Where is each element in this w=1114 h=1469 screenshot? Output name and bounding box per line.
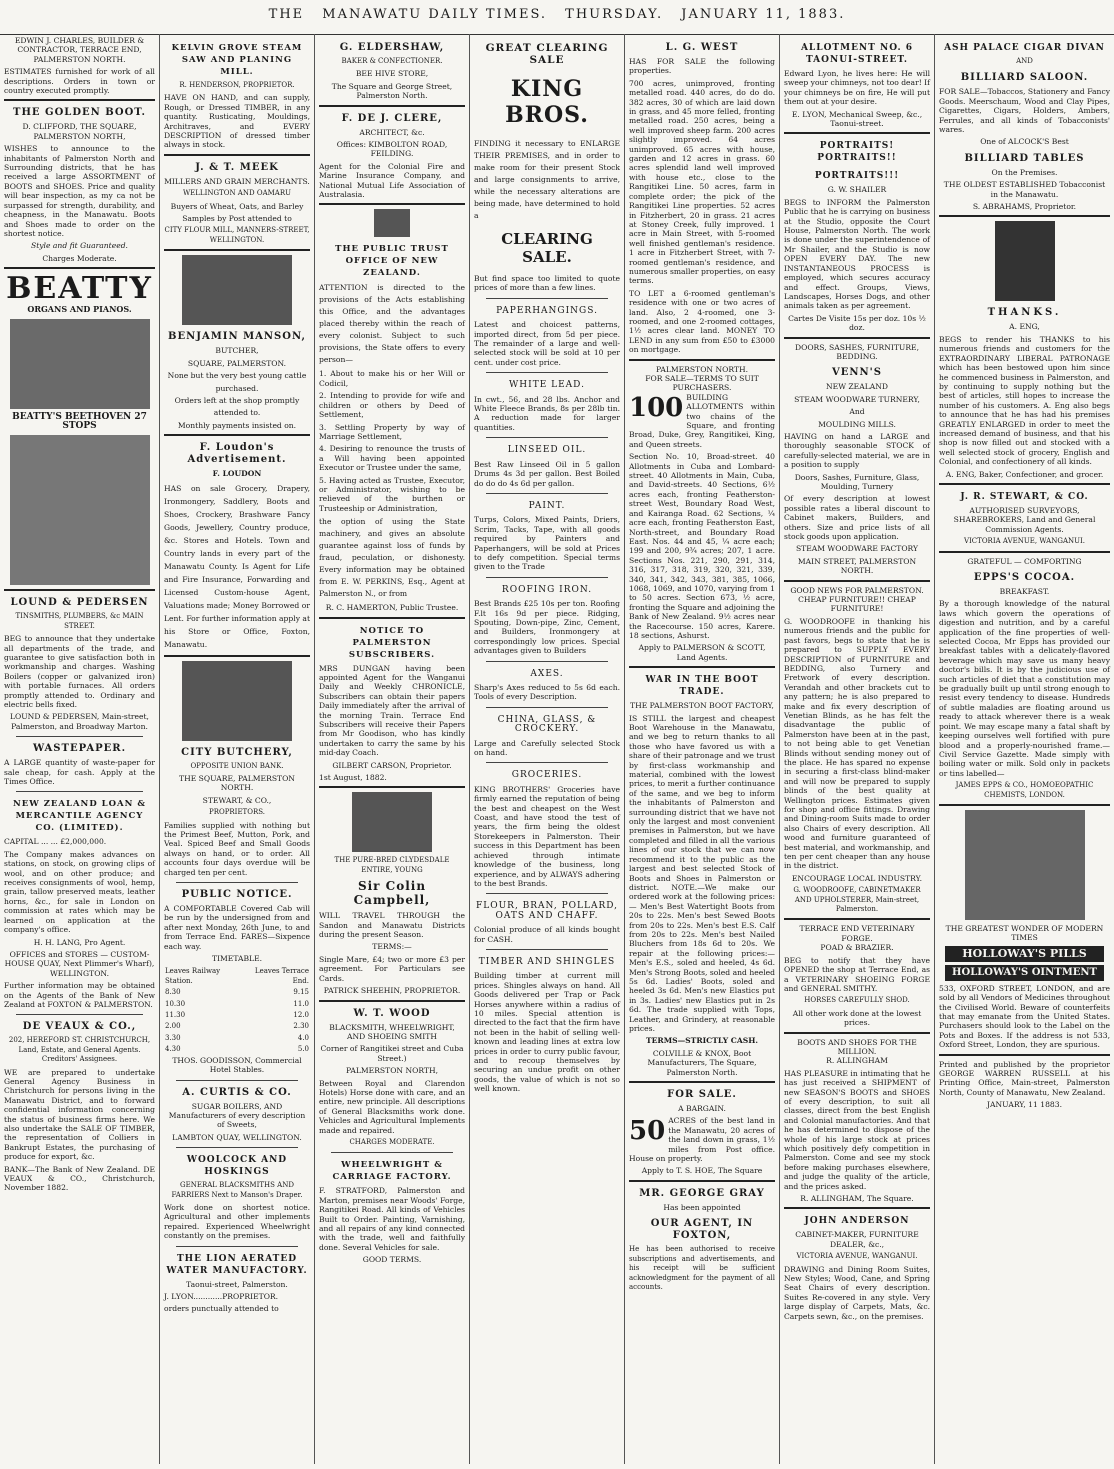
table-row [164, 1033, 310, 1044]
ad-holloway-ointment: HOLLOWAY'S OINTMENT [945, 965, 1104, 981]
ad-for-sale-apply: Apply to T. S. HOE, The Square [641, 1166, 763, 1176]
ad-city-butchery-location: THE SQUARE, PALMERSTON NORTH. [179, 773, 295, 793]
beatty-organ-title: BEATTY'S BEETHOVEN 27 STOPS [12, 411, 147, 431]
king-bros-flour: FLOUR, BRAN, POLLARD, OATS AND CHAFF. [475, 901, 618, 921]
ad-charles-heading: EDWIN J. CHARLES, BUILDER & CONTRACTOR, TERRACE END, PALMERSTON NORTH. [14, 36, 145, 64]
column-3 [315, 34, 470, 1464]
ad-lound-address: LOUND & PEDERSEN, Main-street, Palmerston, and Broadway Marton. [10, 712, 149, 731]
ad-boot-factory-body: IS STILL the largest and cheapest Boot Warehouse in the Manawatu, and we beg to return thanks to all those who have favored us with a share of their patronage and we trust by first-class workmanship and material, combined with the lowest prices, to merit a further continuance of the same, and we beg to inform the inhabitants of Palmerston and surrounding district that we have not only the largest and most convenient premises in Palmerston, but we have completed and filled in all the various lines of our stock that we can now recommend it to the public as the largest and best selected Stock of Boots and Shoes in Palmerston or district. NOTE.—We make our ordered work at the following prices:— Men's Best Watertight Boots from 20s to 22s. Men's best Sewed Boots from 20s to 22s. Men's best E.S. Calf from 20s to 22s. Men's best Nailed Bluchers from 18s 6d to 20s. We repair at the following prices:— Men's E.S., soled and heeled, 4s 6d. Men's Strong Boots, soled and heeled 5s 6d. Ladies' Boots, soled and heeled 3s 6d. Men's new Elastics put in 3s. Ladies' new Elastics put in 2s 6d. The trade supplied with Tops, Leather, and Grindery, at reasonable prices. [629, 713, 775, 1033]
ad-west-properties: 700 acres, unimproved, fronting metalled road. 440 acres, do do do. 382 acres, 30 of which are laid down in grass, and 45 more felled, fronting metalled road. 250 acres, being a well improved sheep farm. 200 acres slightly improved. 64 acres unimproved. 65 acres with house, garden and 12 acres in grass. 60 acres splendid land well improved with house etc., close to the Rangitikei Line. 50 acres, farm in complete order; the pick of the Rangitikei Line properties. 52 acres in Fitzherbert, 20 in grass. 21 acres at Stoney Creek, fully improved. 1 acre in Main Street, with 5-roomed well finished gentleman's residence. 1 acre in Fitzherbert Street, with 7-roomed gentleman's residence, and numerous smaller properties, on easy terms. [629, 78, 775, 286]
ad-meek-location: WELLINGTON AND OAMARU [182, 189, 292, 198]
ad-clere-heading: F. DE J. CLERE, [341, 112, 443, 124]
king-bros-paperhangings-body: Latest and choicest patterns, imported direct, from 5d per piece. The remainder of a large and well-selected stock will be sold at 10 per cent. under cost price. [474, 320, 620, 367]
ad-public-trust-item: 1. About to make his or her Will or Codicil, [319, 369, 465, 388]
ad-lion-heading: THE LION AERATED WATER MANUFACTORY. [166, 1253, 308, 1276]
timetable-cell: 2.00 [165, 1022, 181, 1031]
ad-lound-subtitle: TINSMITHS, PLUMBERS, &c MAIN STREET. [15, 612, 144, 630]
ad-nz-loan-agent: H. H. LANG, Pro Agent. [33, 937, 126, 947]
king-bros-paint-body: Turps, Colors, Mixed Paints, Driers, Scrim, Tacks, Tape, with all goods required by Painters and Paperhangers, will be sold at Prices to defy competition. Special terms given to the Trade [474, 515, 620, 572]
ad-stewart-heading: J. R. STEWART, & CO. [960, 491, 1089, 502]
ad-oldest: THE OLDEST ESTABLISHED Tobacconist in the Manawatu. [943, 180, 1106, 199]
wheat-sheaf-engraving [995, 221, 1055, 301]
ad-palmerston-sale-body: BUILDING ALLOTMENTS within two chains of the Square, and fronting Broad, Duke, Grey, Rangitikei, King, and Queen streets. [629, 392, 775, 449]
ad-allingham-name: R. ALLINGHAM [826, 1056, 888, 1066]
ad-veterinary-body: BEG to notify that they have OPENED the shop at Terrace End, as a VETERINARY SHOEING FORGE and GENERAL SMITHY. [784, 955, 930, 993]
imprint-date: JANUARY, 11 1883. [987, 1100, 1062, 1110]
ad-gray-heading: MR. GEORGE GRAY [639, 1187, 765, 1199]
ad-de-veaux-ref: BANK—The Bank of New Zealand. DE VEAUX & CO., Christchurch, November 1882. [4, 1164, 155, 1193]
timetable-cell: 11.30 [165, 1011, 186, 1020]
ad-venn-address: MAIN STREET, PALMERSTON NORTH. [797, 556, 917, 576]
ad-gray-body: He has been authorised to receive subscriptions and advertisements, and his receipt will be sufficient acknowledgment for the payment of all accounts. [629, 1245, 775, 1291]
ad-loudon-heading: F. Loudon's Advertisement. [187, 442, 287, 466]
ad-meek-samples: Samples by Post attended to [182, 214, 292, 224]
ad-wood-corner: Corner of Rangitikei street and Cuba Street.) [320, 1044, 464, 1063]
timetable-cell: 5.0 [297, 1045, 309, 1054]
ad-allingham-heading: BOOTS AND SHOES FOR THE MILLION. [797, 1037, 917, 1056]
king-bros-note: But find space too limited to quote prices of more than a few lines. [474, 274, 620, 293]
beatty-factory-engraving [10, 319, 150, 409]
king-bros-white-lead: WHITE LEAD. [509, 380, 585, 391]
ad-eng-name: A. ENG, [1009, 322, 1040, 332]
ad-shailer-body: BEGS to INFORM the Palmerston Public that he is carrying on business at the Studio, opposite the Court House, Palmerston North. The work is done under the superintendence of Mr Shailer, and the Studio is now OPEN EVERY DAY. The new INSTANTANEOUS PROCESS is employed, which secures accuracy and effect. Groups, Views, Landscapes, Horses Dogs, and other animals taken as per agreement. [784, 197, 930, 311]
timetable-cell: 11.0 [293, 999, 309, 1008]
ad-portraits-heading: PORTRAITS! PORTRAITS!! [817, 141, 897, 164]
ad-shailer-prices: Cartes De Visite 15s per doz. 10s ½ doz. [788, 313, 926, 333]
ad-city-butchery-opposite: OPPOSITE UNION BANK. [190, 761, 284, 770]
ad-manson-line5: Monthly payments insisted on. [177, 420, 297, 430]
king-bros-china-body: Large and Carefully selected Stock on hand. [474, 738, 620, 758]
ad-gray-appointed: Has been appointed [663, 1202, 741, 1212]
ad-epps-breakfast: BREAKFAST. [999, 587, 1050, 596]
ad-epps-tagline: GRATEFUL — COMFORTING [967, 556, 1082, 566]
column-4 [470, 34, 625, 1464]
ad-wood-heading: W. T. WOOD [353, 1007, 431, 1019]
ad-public-trust-item: 2. Intending to provide for wife and children or others by Deed of Settlement, [319, 391, 465, 420]
ad-lound-heading: LOUND & PEDERSEN [10, 597, 149, 609]
ad-notice-subscribers-body: MRS DUNGAN having been appointed Agent for the Wanganui Daily and Weekly CHRONICLE, Subscribers can obtain their papers Daily immediately after the arrival of the morning Train. Terrace End Subscribers will receive their Papers from Mr Goodison, who has kindly undertaken to carry the same by his mid-day Coach. [319, 663, 465, 758]
timetable-cell: 9.15 [293, 988, 309, 997]
ad-golden-boot-charges: Charges Moderate. [42, 253, 117, 263]
ad-manson-location: SQUARE, PALMERSTON. [187, 358, 287, 368]
cow-engraving [182, 661, 292, 741]
table-row [164, 987, 310, 998]
ad-public-trust-item: 4. Desiring to renounce the trusts of a Will having been appointed Executor or Trustee under the same, [319, 444, 465, 473]
ad-thanks-heading: THANKS. [987, 307, 1062, 319]
king-bros-white-lead-body: In cwt., 56, and 28 lbs. Anchor and White Fleece Brands, 8s per 28lb tin. A reduction made for larger quantities. [474, 394, 620, 432]
ad-manson-line1: None but the very best young cattle [167, 371, 307, 381]
ad-veterinary-heading: TERRACE END VETERINARY FORGE. [799, 924, 915, 943]
ad-woodroofe-encourage: ENCOURAGE LOCAL INDUSTRY. [791, 873, 923, 883]
ad-for-sale-heading: FOR SALE. [667, 1089, 737, 1101]
ad-notice-subscribers-heading: NOTICE TO PALMERSTON SUBSCRIBERS. [348, 625, 436, 660]
ad-eng-body: BEGS to render his THANKS to his numerous friends and customers for the EXTRAORDINARY LIBERAL PATRONAGE which has been bestowed upon him since he commenced business in Palmerston, and by continuing to supply nothing but the best of articles, still hopes to increase the number of his customers. A. Eng also begs to announce that he has had his premises GREATLY ENLARGED in order to meet the increased demand of business, and that his shop is now filled out and stocked with a well selected stock of grocery, English and Colonial, and confectionery of all kinds. [939, 334, 1110, 467]
ad-cigar-divan-body: FOR SALE—Tobaccos, Stationery and Fancy Goods. Meerschaum, Wood and Clay Pipes, Cigarettes, Cigars, Holders, Ambers, Ferrules, and all kinds of Tobacconists' wares. [939, 87, 1110, 135]
ad-woolcock-subtitle: GENERAL BLACKSMITHS AND FARRIERS Next to Manson's Draper. [171, 1181, 303, 1199]
ad-epps-heading: EPPS'S COCOA. [973, 572, 1076, 583]
king-bros-china: CHINA, GLASS, & CROCKERY. [497, 714, 597, 735]
horse-engraving [352, 792, 432, 852]
ad-lyon-signature: E. LYON, Mechanical Sweep, &c., Taonui-street. [791, 109, 923, 129]
king-bros-linseed-oil-body: Best Raw Linseed Oil in 5 gallon Drums 4s 3d per gallon. Best Boiled do do do 4s 6d per gallon. [474, 459, 620, 488]
ad-golden-boot-heading: THE GOLDEN BOOT. [13, 107, 146, 119]
ad-boot-factory-terms: TERMS—STRICTLY CASH. [645, 1036, 759, 1046]
ad-loudon-body: HAS on sale Grocery, Drapery, Ironmongery, Saddlery, Boots and Shoes, Crockery, Brashware Fancy Goods, Jewellery, Country produce, &c. Stores and Hotels. Town and Country lands in every part of the Manawatu County. Is Agent for Life and Fire Insurance, Forwarding and Licensed Custom-house Agent, Valuations made; Money Borrowed or Lent. For further information apply at his Store or Office, Foxton, Manawatu. [164, 483, 310, 649]
ad-venn-goods: DOORS, SASHES, FURNITURE, BEDDING. [795, 342, 919, 361]
ad-for-sale-number: 50 [629, 1116, 666, 1147]
ad-boot-trade-heading: WAR IN THE BOOT TRADE. [645, 675, 759, 698]
ad-clere-trade: ARCHITECT, &c. [359, 127, 425, 137]
beatty-organ-engraving [10, 435, 150, 585]
ad-public-trust-signature: R. C. HAMERTON, Public Trustee. [325, 603, 459, 613]
ad-venn-items: Doors, Sashes, Furniture, Glass, Moulding, Turnery [794, 472, 920, 491]
king-bros-timber-body: Building timber at current mill prices. Shingles always on hand. All Goods delivered per Trap or Pack Horses anywhere within a radius of 10 miles. Special attention is directed to the fact that the firm have not been in the habit of selling well-known and leading lines at extra low prices in order to curry public favour, and to recoup themselves by securing an undue profit on other goods, the value of which is not so well known. [474, 971, 620, 1094]
ad-lion-body: orders punctually attended to [164, 1304, 279, 1314]
ad-lyon-body: Edward Lyon, he lives here: He will sweep your chimneys, not too dear! If your chimneys be on fire, He will put them out at your desire. [784, 69, 930, 107]
bull-engraving [182, 255, 292, 325]
king-bros-title: KING BROS. [505, 76, 589, 128]
ad-public-notice-heading: PUBLIC NOTICE. [181, 889, 293, 900]
ad-anderson-body: DRAWING and Dining Room Suites, New Styles; Wood, Cane, and Spring Seat Chairs of every description. Suites Re-covered in any style. Very large display of Carpets, Mats, &c. Carpets sewn, &c., on the premises. [784, 1264, 930, 1321]
king-bros-roofing-iron: ROOFING IRON. [501, 584, 593, 595]
ad-meek-subtitle: MILLERS AND GRAIN MERCHANTS. [164, 176, 310, 186]
ad-curtis-heading: A. CURTIS & CO. [182, 1086, 292, 1098]
ad-palmerston-sale-list: Section No. 10, Broad-street. 40 Allotments in Cuba and Lombard-street. 40 Allotments in Main, Cuba, and David-streets. 40 Sections, 6½ acres each, fronting Featherston-street West, Boundary Road West, and Kairanga Road. 62 Sections, ¼ acre each, fronting Featherston East, North-street, and Boundary Road East. Nos. 44 and 45, ¼ acre each; 199 and 200, 9¾ acres; 207, 1 acre. Sections Nos. 221, 290, 291, 314, 316, 317, 318, 319, 320, 321, 339, 340, 341, 342, 343, 381, 385, 1066, 1068, 1069, and 1070, varying from 1 to 50 acres. Section 673, ½ acre, fronting the Square and adjoining the Bank of New Zealand. 9½ acres near the Racecourse. 150 acres, Karere. 18 sections, Ashurst. [629, 452, 775, 640]
ad-clere-body: Agent for the Colonial Fire and Marine Insurance Company, and National Mutual Life Association of Australasia. [319, 161, 465, 200]
column-5 [625, 34, 780, 1464]
ad-timetable-title: TIMETABLE. [211, 954, 263, 964]
ad-holloway-pills: HOLLOWAY'S PILLS [945, 946, 1104, 962]
ad-lound-body: BEG to announce that they undertake all departments of the trade, and guarantee to give satisfaction both in workmanship and charges. Washing Boilers (copper or galvanized iron) with portable furnaces. All orders promptly attended to. Ordinary and electric bells fixed. [4, 634, 155, 709]
ad-public-trust-body: the option of using the State machinery, and gives an absolute guarantee against loss of funds by fraud, peculation, or dishonesty. Every information may be obtained from E. W. PERKINS, Esq., Agent at Palmerston N., or from [319, 517, 465, 599]
ad-allingham-body: HAS PLEASURE in intimating that he has just received a SHIPMENT of new SEASON'S BOOTS and SHOES of every description, to suit all classes, direct from the best English and Colonial manufactories. And that he has determined to dispose of the whole of his large stock at prices which positively defy competition in Palmerston. Come and see my stock before making purchases elsewhere, and judge the quality of the article, and the prices asked. [784, 1068, 930, 1191]
ad-palmerston-sale-heading: PALMERSTON NORTH. [655, 364, 749, 374]
ad-colin-campbell-prices: Single Mare, £4; two or more £3 per agreement. For Particulars see Cards. [319, 954, 465, 983]
ad-manson-heading: BENJAMIN MANSON, [168, 331, 306, 343]
masthead-day: THURSDAY. [565, 7, 664, 22]
ad-billiard-saloon-heading: BILLIARD SALOON. [960, 72, 1089, 84]
ad-veterinary-name: POAD & BRAZIER. [820, 943, 894, 953]
king-bros-intro: FINDING it necessary to ENLARGE THEIR PREMISES, and in order to make room for their present Stock and large consignments to arrive, while the necessary alterations are being made, have determined to hold a [474, 139, 620, 220]
ad-kelvin-proprietor: R. HENDERSON, PROPRIETOR. [179, 81, 295, 89]
ad-public-trust-intro: ATTENTION is directed to the provisions of the Acts establishing this Office, and the advantages placed thereby within the reach of every colonist. Subject to such provisions, the State offers to every person— [319, 283, 465, 365]
ad-lion-location: Taonui-street, Palmerston. [186, 1279, 288, 1289]
coat-of-arms-icon [374, 209, 410, 237]
ad-gray-agent: OUR AGENT, IN FOXTON, [650, 1218, 754, 1242]
ad-stratford-heading: WHEELWRIGHT & CARRIAGE FACTORY. [332, 1160, 452, 1183]
ad-veterinary-other: All other work done at the lowest prices. [792, 1008, 922, 1028]
ad-boot-factory-signature: COLVILLE & KNOX, Boot Manufacturers, The Square, Palmerston North. [647, 1048, 757, 1077]
ad-eldershaw-heading: G. ELDERSHAW, [339, 42, 445, 53]
ad-west-to-let: TO LET a 6-roomed gentleman's residence with one or two acres of land. Also, 2 4-roomed, one 3-roomed, and one 2-roomed cottages, 1½ acres clear land. MONEY TO LEND in any sum from £50 to £3000 on mortgage. [629, 288, 775, 355]
ad-anderson-heading: JOHN ANDERSON [804, 1216, 910, 1227]
ad-meek-heading: J. & T. MEEK [195, 161, 279, 173]
ad-anderson-location: VICTORIA AVENUE, WANGANUI. [796, 1252, 918, 1261]
table-row [164, 1010, 310, 1021]
king-bros-roofing-iron-body: Best Brands £25 10s per ton. Roofing F.lt 16s 9d per piece. Ridging, Spouting, Down-pipe, Zinc, Cement, and Builders, Ironmongery at correspondingly low prices. Special advantages given to Builders [474, 599, 620, 656]
ad-billiard-tables: BILLIARD TABLES [964, 152, 1085, 164]
ad-allingham-signature: R. ALLINGHAM, The Square. [800, 1194, 914, 1204]
ad-west-heading: L. G. WEST [665, 42, 739, 53]
ad-eldershaw-address: The Square and George Street, Palmerston North. [331, 81, 453, 101]
ad-abrahams: S. ABRAHAMS, Proprietor. [972, 202, 1077, 212]
ad-west-subtitle: HAS FOR SALE the following properties. [629, 57, 775, 76]
ad-eng-signature: A. ENG, Baker, Confectioner, and grocer. [945, 469, 1104, 479]
ad-city-butchery-name: STEWART, & CO., [202, 795, 272, 805]
ad-nz-loan-office: OFFICES and STORES — CUSTOM-HOUSE QUAY, Next Plimmer's Wharf), WELLINGTON. [4, 949, 155, 978]
ad-public-notice-signature: THOS. GOODISSON, Commercial Hotel Stables. [172, 1055, 302, 1075]
ad-palmerston-sale-number: 100 [629, 392, 684, 423]
ad-city-butchery-proprietors: PROPRIETORS. [208, 808, 266, 817]
masthead-the: THE [268, 7, 305, 22]
king-bros-paperhangings: PAPERHANGINGS. [496, 305, 598, 316]
ad-charles-body: ESTIMATES furnished for work of all descriptions. Orders in town or country executed promptly. [4, 67, 155, 96]
timetable-cell: 2.30 [293, 1022, 309, 1031]
ad-golden-boot-guarantee: Style and fit Guaranteed. [31, 241, 128, 251]
ad-eldershaw-trade: BAKER & CONFECTIONER. [341, 57, 443, 65]
ad-wastepaper-heading: WASTEPAPER. [32, 743, 127, 755]
ad-clere-offices: Offices: KIMBOLTON ROAD, FEILDING. [336, 140, 448, 159]
ad-lion-proprietor: J. LYON............PROPRIETOR. [164, 1291, 279, 1301]
masthead [0, 0, 1114, 35]
king-bros-headline: GREAT CLEARING SALE [485, 42, 609, 66]
table-row [164, 1021, 310, 1032]
king-bros-groceries: GROCERIES. [511, 770, 583, 781]
ad-curtis-location: LAMBTON QUAY, WELLINGTON. [172, 1132, 302, 1142]
ad-manson-line2: purchased. [215, 383, 259, 393]
ad-palmerston-sale-terms: FOR SALE—TERMS TO SUIT PURCHASERS. [645, 374, 759, 393]
king-bros-clearing-sale: CLEARING SALE. [501, 230, 593, 266]
ad-boot-factory-subtitle: THE PALMERSTON BOOT FACTORY, [630, 701, 774, 711]
timetable-cell: 12.0 [293, 1011, 309, 1020]
timetable [164, 966, 310, 1055]
ad-meek-address: CITY FLOUR MILL, MANNERS-STREET, WELLINGTON. [164, 226, 310, 244]
ad-epps-signature: JAMES EPPS & CO., HOMOEOPATHIC CHEMISTS, LONDON. [955, 781, 1094, 799]
ad-wastepaper-body: A LARGE quantity of waste-paper for sale cheap, for cash. Apply at the Times Office. [4, 758, 155, 787]
timetable-col-railway: Leaves Railway Station. [165, 967, 221, 985]
ad-public-trust-item: 5. Having acted as Trustee, Executor, or Administrator, wishing to be relieved of the burthen or Trusteeship or Administration, [319, 475, 465, 513]
ad-lyon-heading: ALLOTMENT NO. 6 TAONUI-STREET. [800, 43, 914, 65]
ad-for-sale-body: ACRES of the best land in the Manawatu, 20 acres of the land down in grass, 1½ miles from Post office. House on property. [629, 1116, 775, 1164]
beatty-subtitle: ORGANS AND PIANOS. [27, 304, 132, 315]
ad-colin-campbell-terms: TERMS:— [372, 942, 412, 952]
ad-woodroofe-subtitle: CHEAP FURNITURE!! CHEAP FURNITURE! [798, 595, 916, 614]
ad-stratford-terms: GOOD TERMS. [362, 1255, 422, 1265]
ad-colin-campbell-heading: Sir Colin Campbell, [353, 879, 431, 908]
column-2 [160, 34, 315, 1464]
ad-anderson-trade: CABINET-MAKER, FURNITURE DEALER, &c., [795, 1230, 919, 1249]
ad-notice-subscribers-date: 1st August, 1882. [319, 773, 387, 783]
ad-golden-boot-body: WISHES to announce to the inhabitants of Palmerston North and Surrounding districts, that he has received a large ASSORTMENT of BOOTS and SHOES. Price and quality will bear inspection, as my ca not be surpassed for strength, durability, and cheapness, in the Manawatu. Boots and Shoes made to order on the shortest notice. [4, 144, 155, 238]
ad-woodroofe-signature: G. WOODROOFE, CABINETMAKER AND UPHOLSTERER, Main-street, Palmerston. [793, 886, 921, 914]
ad-venn-heading: VENN'S [832, 367, 882, 379]
ad-stewart-body: AUTHORISED SURVEYORS, SHAREBROKERS, Land and General Commission Agents. [953, 505, 1096, 534]
ad-de-veaux-body: WE are prepared to undertake General Agency Business in Christchurch for persons living in the Manawatu District, and to forward confidential information concerning the status of business firms here. We also undertake the SALE OF TIMBER, the representation of Colliers in Bankrupt Estates, the purchasing of produce for export, &c. [4, 1067, 155, 1162]
ad-public-notice-body: A COMFORTABLE Covered Cab will be run by the undersigned from and after next Monday, 26th June, to and from Terrace End. FARES—Sixpence each way. [164, 904, 310, 951]
ad-manson-line3: Orders left at the shop promptly [174, 395, 300, 405]
ad-venn-and: And [849, 407, 865, 417]
king-bros-linseed-oil: LINSEED OIL. [507, 445, 587, 456]
ad-city-butchery-body: Families supplied with nothing but the Primest Beef, Mutton, Pork, and Veal. Spiced Beef and Small Goods always on hand, or to order. All accounts four days overdue will be charged ten per cent. [164, 820, 310, 877]
ad-venn-factory: STEAM WOODWARE FACTORY [795, 544, 919, 554]
masthead-date: JANUARY 11, 1883. [681, 7, 846, 22]
ad-colin-campbell-signature: PATRICK SHEEHIN, PROPRIETOR. [323, 986, 461, 996]
column-1 [0, 34, 160, 1464]
ad-meek-buyers: Buyers of Wheat, Oats, and Barley [170, 201, 304, 211]
ad-epps-body: By a thorough knowledge of the natural laws which govern the operations of digestion and nutrition, and by a careful application of the fine properties of well-selected Cocoa, Mr Epps has provided our breakfast tables with a delicately-flavored beverage which may save us many heavy doctor's bills. It is by the judicious use of such articles of diet that a constitution may be gradually built up until strong enough to resist every tendency to disease. Hundreds of subtle maladies are floating around us ready to attack wherever there is a weak point. We may escape many a fatal shaft by keeping ourselves well fortified with pure blood and a properly-nourished frame.—Civil Service Gazette. Made simply with boiling water or milk. Sold only in packets or tins labelled— [939, 599, 1110, 778]
timetable-cell: 10.30 [165, 999, 186, 1008]
ad-holloway-heading: THE GREATEST WONDER OF MODERN TIMES [945, 923, 1104, 943]
ad-alcock: One of ALCOCK'S Best [980, 137, 1069, 147]
masthead-title: MANAWATU DAILY TIMES. [322, 7, 548, 22]
table-row [164, 1044, 310, 1055]
king-bros-flour-body: Colonial produce of all kinds bought for CASH. [474, 925, 620, 944]
column-7 [935, 34, 1114, 1464]
ad-kelvin-body: HAVE ON HAND, and can supply, Rough, or Dressed TIMBER, in any quantity. Rusticating, Mouldings, Architraves, and EVERY DESCRIPTION of dressed timber always in stock. [164, 93, 310, 150]
imprint-body: Printed and published by the proprietor GEORGE WARREN RUSSELL at his Printing Office, Main-street, Palmerston North, County of Manawatu, New Zealand. [939, 1059, 1110, 1097]
ad-woolcock-body: Work done on shortest notice. Agricultural and other implements repaired. Experienced Wheelwright constantly on the premises. [164, 1202, 310, 1241]
ad-venn-mills: MOULDING MILLS. [818, 419, 896, 429]
ad-colin-campbell-intro: THE PURE-BRED CLYDESDALE ENTIRE, YOUNG [334, 856, 450, 874]
ad-woolcock-heading: WOOLCOCK AND HOSKINGS [186, 1155, 288, 1178]
ad-public-trust-heading: THE PUBLIC TRUST OFFICE OF NEW ZEALAND. [335, 244, 449, 279]
ad-manson-trade: BUTCHER, [215, 346, 259, 356]
timetable-cell: 3.30 [165, 1033, 181, 1042]
ad-stewart-location: VICTORIA AVENUE, WANGANUI. [963, 537, 1086, 546]
beatty-logo: BEATTY [6, 271, 153, 307]
ad-palmerston-sale-apply: Apply to PALMERSON & SCOTT, Land Agents. [638, 643, 766, 662]
ad-veterinary-horses: HORSES CAREFULLY SHOD. [804, 996, 910, 1005]
ad-woodroofe-headline: GOOD NEWS FOR PALMERSTON. [790, 585, 924, 595]
ad-shailer-name: G. W. SHAILER [827, 185, 887, 195]
ad-venn-body-2: Of every description at lowest possible rates a liberal discount to Cabinet makers, Builders, and others. Size and price lists of all stock goods upon application. [784, 494, 930, 542]
ad-stratford-body: F. STRATFORD, Palmerston and Marton, premises near Woods' Forge, Rangitikei Road. All kinds of Vehicles Built to Order. Painting, Varnishing, and all repairs of any kind connected with the trade, well and faithfully done. Several Vehicles for sale. [319, 1186, 465, 1252]
ad-colin-campbell-body: WILL TRAVEL THROUGH the Sandon and Manawatu Districts during the present Season. [319, 911, 465, 940]
ad-golden-boot-name: D. CLIFFORD, THE SQUARE, PALMERSTON NORTH, [22, 122, 137, 141]
ad-de-veaux-address: 202, HEREFORD ST. CHRISTCHURCH, Land, Estate, and General Agents. Creditors' Assignees. [8, 1036, 151, 1064]
ad-curtis-body: SUGAR BOILERS, AND Manufacturers of every description of Sweets, [168, 1101, 306, 1130]
king-bros-axes-body: Sharp's Axes reduced to 5s 6d each. Tools of every Description. [474, 683, 620, 702]
ad-nz-loan-heading: NEW ZEALAND LOAN & MERCANTILE AGENCY CO. (LIMITED). [12, 799, 147, 834]
ad-venn-steam: STEAM WOODWARE TURNERY, [794, 394, 920, 404]
holloway-seal-engraving [965, 810, 1085, 920]
timetable-col-terrace: Leaves Terrace End. [254, 967, 309, 985]
ad-wood-location: PALMERSTON NORTH, [345, 1066, 439, 1076]
ad-woodroofe-body: G. WOODROOFE in thanking his numerous friends and the public for past favors, begs to state that he is prepared to SUPPLY EVERY DESCRIPTION of FURNITURE and BEDDING, also Turnery and Fretwork of every description. Verandah and other brackets cut to any pattern; he is also prepared to make and fix every description of Venetian Blinds, as he has felt the disadvantage the public of Palmerston have been at in the past, to not being able to get Venetian Blinds without sending money out of the place. He has spared no expense in securing a first-class blind-maker and will now be prepared to supply blinds of the best quality at Wellington prices. Estimates given for shop and office fittings. Drawing and Dining-room Suits made to order also Chairs of every description. All wood and furniture guaranteed of best material, and workmanship, and ten per cent cheaper than any house in the district. [784, 616, 930, 871]
king-bros-paint: PAINT. [528, 500, 566, 511]
ad-wood-charges: CHARGES MODERATE. [349, 1137, 435, 1146]
ad-de-veaux-heading: DE VEAUX & CO., [22, 1021, 137, 1033]
ad-wood-body: Between Royal and Clarendon Hotels) Horse done with care, and an entire, new principle. All descriptions of General Blacksmiths work done. Vehicles and Agricultural Implements made and repaired. [319, 1078, 465, 1135]
king-bros-axes: AXES. [530, 668, 564, 679]
ad-nz-loan-capital: CAPITAL ... ... £2,000,000. [4, 837, 107, 847]
ad-venn-body: HAVING on hand a LARGE and thoroughly seasonable STOCK of carefully-selected material, we are in a position to supply [784, 431, 930, 470]
ad-notice-subscribers-signature: GILBERT CARSON, Proprietor. [332, 760, 452, 770]
ad-eldershaw-store: BEE HIVE STORE, [355, 69, 429, 79]
table-row [164, 999, 310, 1010]
ad-nz-loan-body: The Company makes advances on stations, on stock, on growing clips of wool, and on other produce; and receives consignments of wool, hemp, grain, tallow preserved meats, leather horns, &c., for sale in London on commission at rates which may be learned on application at the company's office. [4, 849, 155, 935]
timetable-cell: 8.30 [165, 988, 181, 997]
ad-manson-line4: attended to. [213, 408, 261, 418]
king-bros-timber: TIMBER AND SHINGLES [478, 956, 616, 967]
ad-portraits-heading-2: PORTRAITS!!! [814, 171, 900, 182]
ad-city-butchery-heading: CITY BUTCHERY, [181, 746, 293, 758]
column-6 [780, 34, 935, 1464]
ad-cigar-divan-heading: ASH PALACE CIGAR DIVAN [944, 43, 1105, 53]
timetable-cell: 4.0 [297, 1033, 309, 1042]
ad-kelvin-heading: KELVIN GROVE STEAM SAW AND PLANING MILL. [171, 43, 303, 77]
ad-loudon-name: F. LOUDON [212, 469, 262, 479]
ad-for-sale-bargain: A BARGAIN. [678, 1104, 726, 1114]
ad-on-premises: On the Premises. [991, 167, 1058, 177]
ad-wood-trade: BLACKSMITH, WHEELWRIGHT, AND SHOEING SMITH [329, 1022, 455, 1041]
ad-holloway-body: 533, OXFORD STREET, LONDON, and are sold by all Vendors of Medicines throughout the Civilised World. Beware of counterfeits that may emanate from the United States. Purchasers should look to the Label on the Pots and Boxes. If the address is not 533, Oxford Street, London, they are spurious. [939, 983, 1110, 1050]
ad-nz-loan-further: Further information may be obtained on the Agents of the Bank of New Zealand at FOXTON & PALMERSTON. [4, 981, 155, 1009]
king-bros-groceries-body: KING BROTHERS' Groceries have firmly earned the reputation of being the best and cheapest on the West Coast, and have stood the test of years, the firm being the oldest Storekeepers in Palmerston. Their success in this Department has been achieved through intimate knowledge of the business, long experience, and by ALWAYS adhering to the best Brands. [474, 784, 620, 888]
timetable-cell: 4.30 [165, 1045, 181, 1054]
ad-venn-nz: NEW ZEALAND [826, 382, 888, 392]
ad-public-trust-item: 3. Settling Property by way of Marriage Settlement, [319, 422, 465, 441]
ad-cigar-divan-and: AND [1016, 57, 1033, 65]
